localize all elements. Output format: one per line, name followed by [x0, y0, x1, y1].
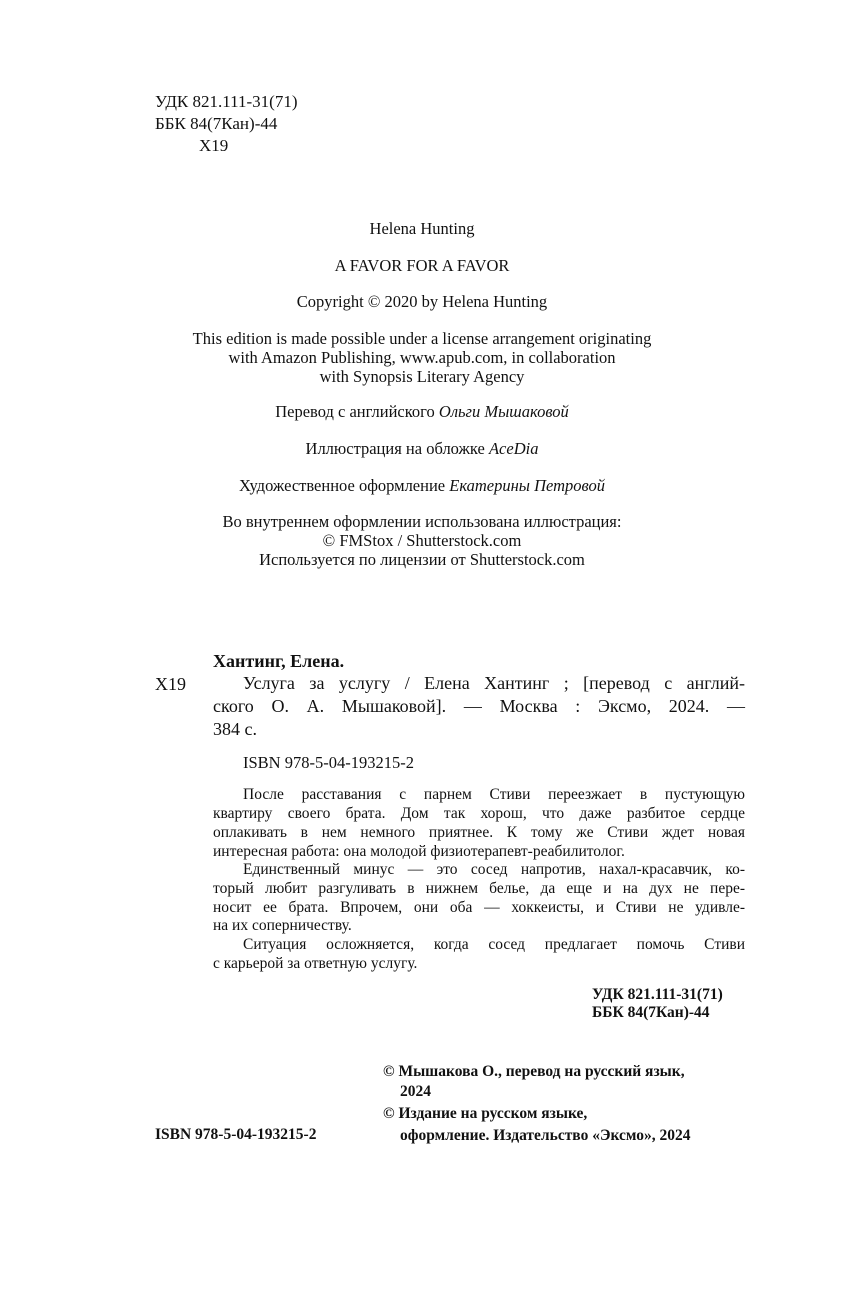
annotation-line: Единственный минус — это сосед напротив, нахал-красавчик, ко-	[243, 861, 745, 878]
catalog-heading: Хантинг, Елена.	[213, 651, 345, 671]
catalog-isbn: ISBN 978-5-04-193215-2	[243, 753, 414, 772]
footer-udk: УДК 821.111-31(71)	[592, 986, 723, 1003]
annotation-line: торый любит разгуливать в нижнем белье, да еще и на дух не пере-	[213, 880, 745, 897]
annotation-line: оплакивать в нем немного приятнее. К тому же Стиви ждет новая	[213, 824, 745, 841]
translator-name: Ольги Мышаковой	[438, 402, 569, 421]
cover-credit	[0, 439, 844, 459]
annotation-line: носит ее брата. Впрочем, они оба — хоккеисты, и Стиви не удивле-	[213, 899, 745, 916]
design-label: Художественное оформление	[239, 476, 446, 495]
annotation-line: интересная работа: она молодой физиотерапевт-реабилитолог.	[213, 843, 625, 860]
catalog-description-line: Услуга за услугу / Елена Хантинг ; [перевод с англий-	[243, 673, 745, 693]
annotation-line: Ситуация осложняется, когда сосед предлагает помочь Стиви	[243, 936, 745, 953]
designer-name: Екатерины Петровой	[449, 476, 605, 495]
bbk-code: ББК 84(7Кан)-44	[155, 114, 278, 133]
footer-copyright-line: 2024	[400, 1083, 431, 1100]
footer-copyright-line: оформление. Издательство «Эксмо», 2024	[400, 1127, 691, 1144]
footer-bbk: ББК 84(7Кан)-44	[592, 1004, 710, 1021]
author-mark: Х19	[199, 136, 229, 155]
udk-code: УДК 821.111-31(71)	[155, 92, 298, 111]
catalog-description-line: 384 с.	[213, 719, 257, 739]
cover-label: Иллюстрация на обложке	[305, 439, 485, 458]
catalog-description-line: ского О. А. Мышаковой]. — Москва : Эксмо, 2024. —	[213, 696, 745, 716]
annotation-line: квартиру своего брата. Дом так хорош, что даже разбитое сердце	[213, 805, 745, 822]
catalog-mark: Х19	[155, 674, 186, 694]
translation-label: Перевод с английского	[275, 402, 435, 421]
cover-artist: AceDia	[488, 439, 539, 458]
annotation-line: с карьерой за ответную услугу.	[213, 955, 418, 972]
license-line: This edition is made possible under a license arrangement originating	[192, 329, 652, 348]
annotation-line: на их соперничеству.	[213, 917, 352, 934]
inner-illustration-line: Во внутреннем оформлении использована иллюстрация:	[222, 512, 622, 531]
license-line: with Amazon Publishing, www.apub.com, in collaboration	[228, 348, 616, 367]
license-line: with Synopsis Literary Agency	[319, 367, 525, 386]
original-author: Helena Hunting	[369, 219, 475, 238]
footer-isbn: ISBN 978-5-04-193215-2	[155, 1126, 317, 1143]
footer-copyright-line: © Мышакова О., перевод на русский язык,	[383, 1063, 685, 1080]
original-copyright: Copyright © 2020 by Helena Hunting	[296, 292, 548, 311]
inner-illustration-line: Используется по лицензии от Shutterstock.com	[259, 550, 585, 569]
inner-illustration-line: © FMStox / Shutterstock.com	[322, 531, 522, 550]
design-credit	[0, 476, 844, 496]
translation-credit	[0, 402, 844, 422]
original-title: A FAVOR FOR A FAVOR	[334, 256, 510, 275]
footer-copyright-line: © Издание на русском языке,	[383, 1105, 588, 1122]
annotation-line: После расставания с парнем Стиви переезжает в пустующую	[243, 786, 745, 803]
